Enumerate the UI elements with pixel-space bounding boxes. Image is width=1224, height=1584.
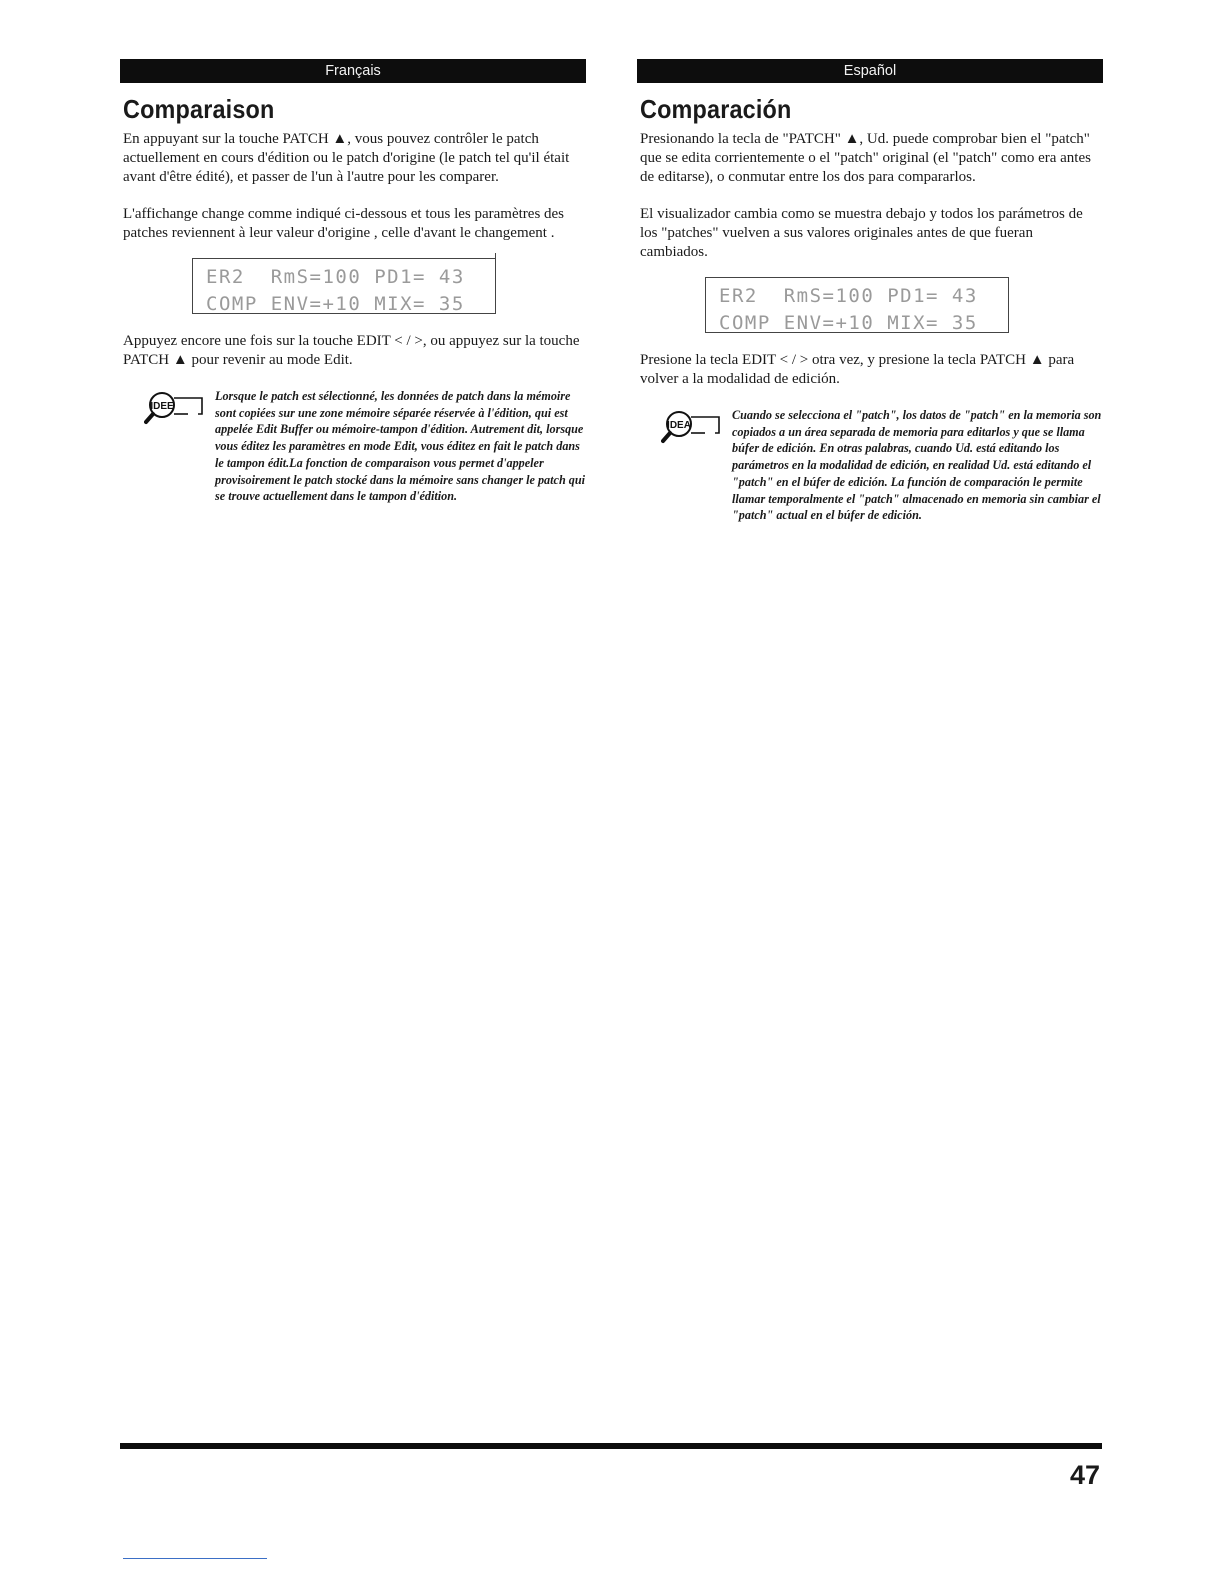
note-text-spanish: Cuando se selecciona el "patch", los datos de "patch" en la memoria son copiados a un área separada de memoria para editarlos y que se llama búfer de edición. En otras palabras, cuando Ud. está editando los parámetros en la modalidad de edición, en realidad Ud. está editando el "patch" en el búfer de edición. La función de comparación le permite llamar temporalmente el "patch" almacenado en memoria sin cambiar el "patch" actual en el búfer de edición. [732, 408, 1102, 523]
idea-magnifier-icon [144, 388, 206, 426]
section-heading-spanish: Comparación [640, 94, 792, 124]
page-number: 47 [1069, 1460, 1100, 1490]
french-column [120, 59, 586, 505]
note-text-french: Lorsque le patch est sélectionné, les données de patch dans la mémoire sont copiées sur une zone mémoire séparée réservée à l'édition, qui est appelée Edit Buffer ou mémoire-tampon d'édition. Autrement dit, lorsque vous éditez les paramètres en mode Edit, vous éditez en fait le patch dans le tampon édit.La fonction de comparaison vous permet d'appeler provisoirement le patch stocké dans la mémoire sans changer le patch qui se trouve actuellement dans le tampon d'édition. [215, 389, 586, 504]
idea-magnifier-icon [661, 407, 723, 445]
return-paragraph-spanish: Presione la tecla EDIT < / > otra vez, y presione la tecla PATCH ▲ para volver a la modalidad de edición. [640, 352, 1075, 387]
language-header-french: Français [120, 59, 586, 83]
idea-icon-label: IDEA [667, 420, 691, 431]
footer-rule [120, 1443, 1102, 1449]
spanish-column [637, 59, 1103, 524]
language-header-spanish: Español [637, 59, 1103, 83]
display-paragraph-french: L'affichange change comme indiqué ci-dessous et tous les paramètres des patches reviennent à leur valeur d'origine , celle d'avant le changement . [123, 206, 565, 241]
section-heading-french: Comparaison [123, 94, 275, 124]
return-paragraph-french: Appuyez encore une fois sur la touche EDIT < / >, ou appuyez sur la touche PATCH ▲ pour revenir au mode Edit. [123, 333, 580, 368]
idea-icon-label: IDEE [150, 401, 174, 412]
intro-paragraph-french: En appuyant sur la touche PATCH ▲, vous pouvez contrôler le patch actuellement en cours d'édition ou le patch d'origine (le patch tel qu'il était avant d'être édité), et passer de l'un à l'autre pour les comparer. [123, 131, 570, 185]
lcd-line-1: ER2 RmS=100 PD1= 43 [719, 285, 978, 307]
note-spanish [637, 407, 1103, 524]
intro-paragraph-spanish: Presionando la tecla de "PATCH" ▲, Ud. puede comprobar bien el "patch" que se edita corrientemente o el "patch" original (el "patch" como era antes de editarse), o conmutar entre los dos para compararlos. [640, 131, 1091, 185]
lcd-display-french [192, 258, 496, 314]
lcd-line-2: COMP ENV=+10 MIX= 35 [206, 293, 465, 315]
display-paragraph-spanish: El visualizador cambia como se muestra debajo y todos los parámetros de los "patches" vuelven a sus valores originales antes de que fueran cambiados. [640, 206, 1083, 260]
lcd-display-spanish [705, 277, 1009, 333]
lcd-line-2: COMP ENV=+10 MIX= 35 [719, 312, 978, 334]
note-french [120, 388, 586, 505]
footer-link-line [123, 1558, 267, 1559]
lcd-line-1: ER2 RmS=100 PD1= 43 [206, 266, 465, 288]
